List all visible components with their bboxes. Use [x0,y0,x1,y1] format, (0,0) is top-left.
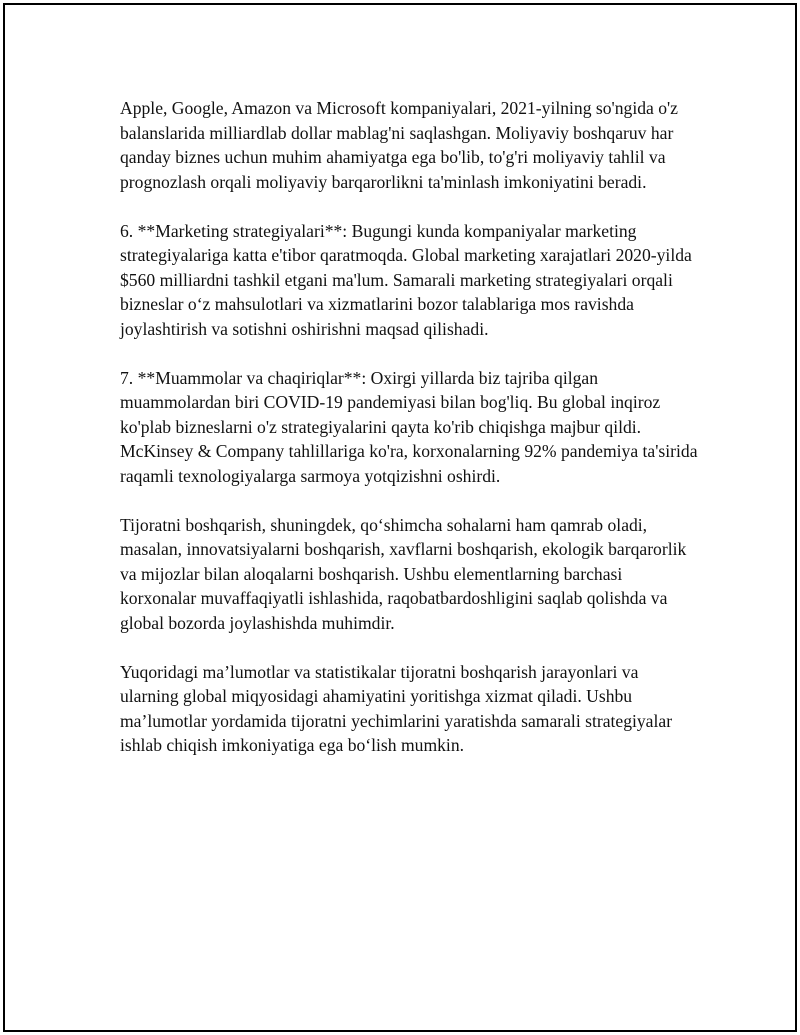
document-body [120,96,700,782]
paragraph-additional-areas: Tijoratni boshqarish, shuningdek, qo‘shimcha sohalarni ham qamrab oladi, masalan, innovatsiyalarni boshqarish, xavflarni boshqarish, ekologik barqarorlik va mijozlar bilan aloqalarni boshqarish. Ushbu elementlarning barchasi korxonalar muvaffaqiyatli ishlashida, raqobatbardoshligini saqlab qolishda va global bozorda joylashishda muhimdir. [120,514,687,633]
paragraph-conclusion: Yuqoridagi ma’lumotlar va statistikalar tijoratni boshqarish jarayonlari va ularning global miqyosidagi ahamiyatini yoritishga xizmat qiladi. Ushbu ma’lumotlar yordamida tijoratni yechimlarini yaratishda samarali strategiyalar ishlab chiqish imkoniyatiga ega bo‘lish mumkin. [120,661,673,755]
paragraph-problems-challenges: 7. **Muammolar va chaqiriqlar**: Oxirgi yillarda biz tajriba qilgan muammolardan biri COVID-19 pandemiyasi bilan bog'liq. Bu global inqiroz ko'plab bizneslarni o'z strategiyalarini qayta ko'rib chiqishga majbur qildi. McKinsey & Company tahlillariga ko'ra, korxonalarning 92% pandemiya ta'sirida raqamli texnologiyalarga sarmoya yotqizishni oshirdi. [120,367,698,486]
paragraph-financial-management: Apple, Google, Amazon va Microsoft kompaniyalari, 2021-yilning so'ngida o'z balanslarida milliardlab dollar mablag'ni saqlashgan. Moliyaviy boshqaruv har qanday biznes uchun muhim ahamiyatga ega bo'lib, to'g'ri moliyaviy tahlil va prognozlash orqali moliyaviy barqarorlikni ta'minlash imkoniyatini beradi. [120,98,678,192]
document-page [3,3,797,1032]
paragraph-marketing-strategies: 6. **Marketing strategiyalari**: Bugungi kunda kompaniyalar marketing strategiyalariga katta e'tibor qaratmoqda. Global marketing xarajatlari 2020-yilda $560 milliardni tashkil etgani ma'lum. Samarali marketing strategiyalari orqali bizneslar o‘z mahsulotlari va xizmatlarini bozor talablariga mos ravishda joylashtirish va sotishni oshirishni maqsad qilishadi. [120,220,692,339]
